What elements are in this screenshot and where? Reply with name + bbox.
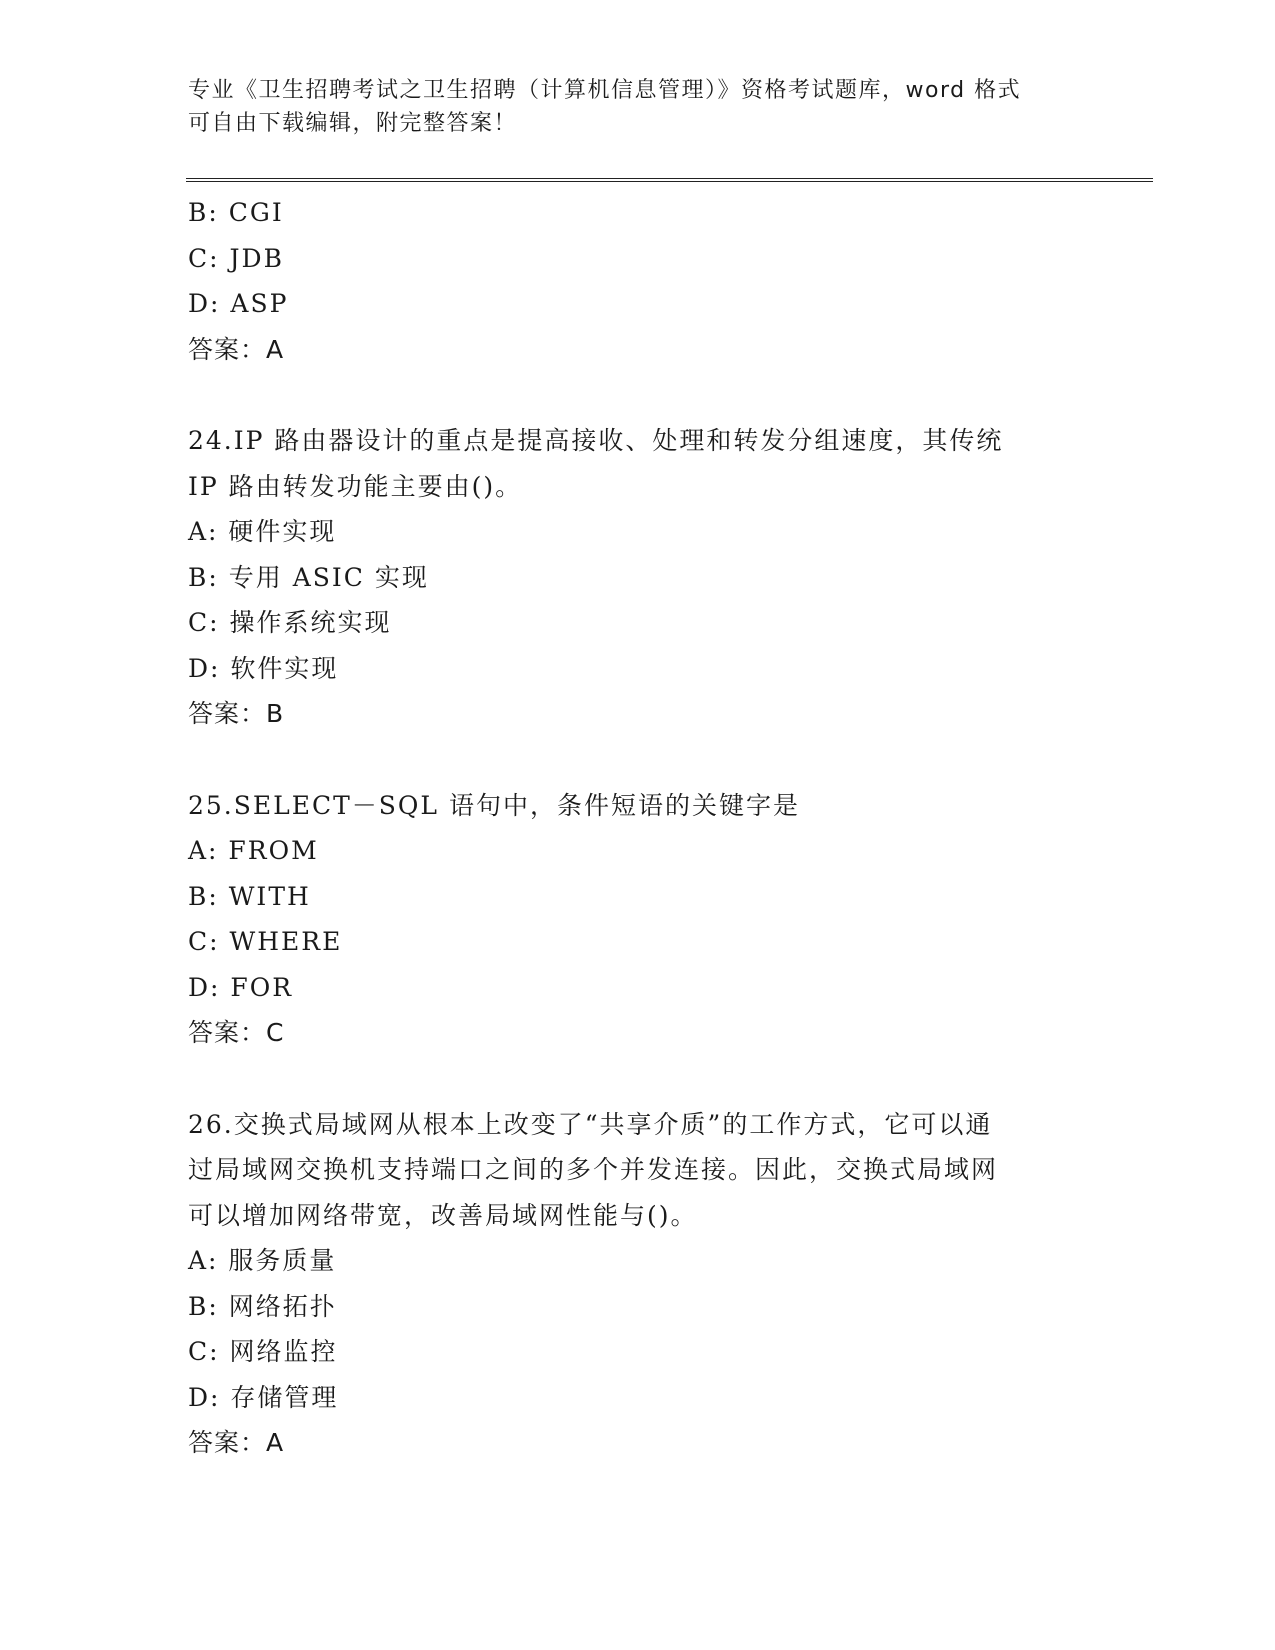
- question-gap: [188, 737, 1088, 783]
- option-a: A: 服务质量: [188, 1246, 337, 1275]
- question-25: [188, 783, 1088, 1056]
- question-gap: [188, 1056, 1088, 1102]
- question-23-tail: [188, 190, 1088, 372]
- answer: 答案：C: [188, 1018, 285, 1047]
- option-c: C: 网络监控: [188, 1337, 338, 1366]
- option-d: D: 存储管理: [188, 1382, 339, 1412]
- question-stem: 26.交换式局域网从根本上改变了“共享介质”的工作方式，它可以通: [188, 1109, 993, 1139]
- answer: 答案：A: [188, 334, 285, 364]
- question-stem: 过局域网交换机支持端口之间的多个并发连接。因此，交换式局域网: [188, 1155, 999, 1184]
- option-c: C: 操作系统实现: [188, 608, 392, 637]
- question-stem: 24.IP 路由器设计的重点是提高接收、处理和转发分组速度，其传统: [188, 426, 1004, 455]
- option-d: D: 软件实现: [188, 653, 339, 683]
- question-list: [188, 190, 1088, 1466]
- question-24: [188, 418, 1088, 737]
- page-header: [188, 74, 1088, 140]
- option-d: D: ASP: [188, 289, 289, 318]
- option-d: D: FOR: [188, 972, 294, 1002]
- option-c: C: WHERE: [188, 927, 343, 956]
- option-c: C: JDB: [188, 243, 284, 273]
- option-b: B: WITH: [188, 881, 311, 911]
- option-b: B: 专用 ASIC 实现: [188, 562, 429, 592]
- option-b: B: CGI: [188, 198, 284, 227]
- option-a: A: FROM: [188, 836, 319, 865]
- question-stem: IP 路由转发功能主要由()。: [188, 471, 523, 501]
- header-line-2: 可自由下载编辑，附完整答案！: [188, 111, 518, 136]
- option-a: A: 硬件实现: [188, 517, 337, 546]
- question-gap: [188, 372, 1088, 418]
- question-stem: 25.SELECT－SQL 语句中，条件短语的关键字是: [188, 790, 800, 820]
- question-26: [188, 1102, 1088, 1466]
- answer: 答案：B: [188, 699, 285, 728]
- answer: 答案：A: [188, 1428, 285, 1457]
- question-stem: 可以增加网络带宽，改善局域网性能与()。: [188, 1200, 698, 1230]
- header-line-1: 专业《卫生招聘考试之卫生招聘（计算机信息管理）》资格考试题库，word 格式: [188, 78, 1022, 103]
- header-divider: [186, 178, 1153, 182]
- option-b: B: 网络拓扑: [188, 1291, 337, 1321]
